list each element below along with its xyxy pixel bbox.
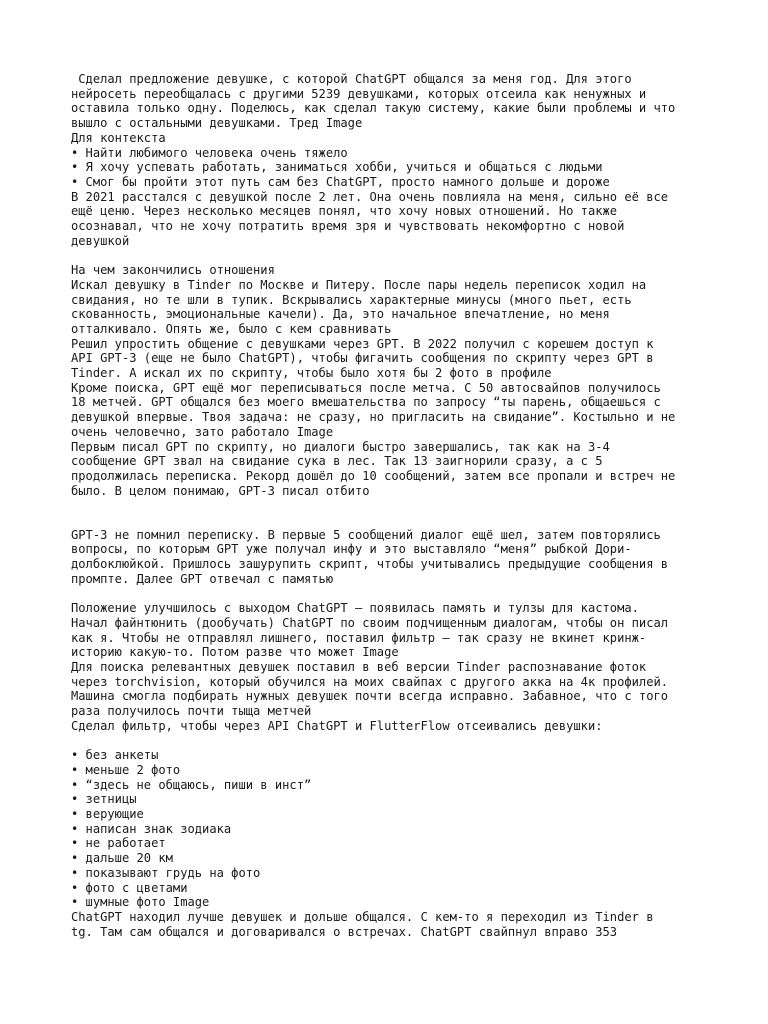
text-line: • фото с цветами (71, 880, 188, 895)
blank-line (71, 734, 711, 749)
text-line: • зетницы (71, 792, 137, 807)
text-line: ещё ценю. Через несколько месяцев понял, что хочу новых отношений. Но также (71, 204, 618, 219)
text-line: • не работает (71, 836, 166, 851)
text-line: через torchvision, который обучился на моих свайпах с другого акка на 4к профилей. (71, 674, 669, 689)
text-line: долбоклюйкой. Пришлось зашурупить скрипт, чтобы учитывались предыдущие сообщения в (71, 557, 669, 572)
text-line: • меньше 2 фото (71, 762, 181, 777)
text-line: ChatGPT находил лучше девушек и дольше общался. С кем-то я переходил из Tinder в (71, 910, 654, 924)
text-line: Решил упростить общение с девушками через GPT. В 2022 получил с корешем доступ к (71, 336, 654, 351)
text-line: оставила только одну. Поделюсь, как сделал такую систему, какие были проблемы и что (71, 101, 676, 116)
text-line: нейросеть переобщалась с другими 5239 девушками, которых отсеила как ненужных и (71, 86, 647, 101)
text-line: продолжилась переписка. Рекорд дошёл до 10 сообщений, затем все пропали и встреч не (71, 468, 676, 483)
text-line: Сделал фильтр, чтобы через API ChatGPT и FlutterFlow отсеивались девушки: (71, 718, 603, 733)
text-line: очень человечно, зато работало Image (71, 424, 334, 439)
text-line: Для контекста (71, 130, 166, 145)
text-line: tg. Там сам общался и договаривался о встречах. ChatGPT свайпнул вправо 353 (71, 924, 618, 939)
text-line: • без анкеты (71, 748, 159, 763)
text-line: свидания, но те шли в тупик. Вскрывались характерные минусы (много пьет, есть (71, 292, 632, 307)
text-line: • “здесь не общаюсь, пиши в инст” (71, 777, 312, 792)
text-line: Начал файнтюнить (дообучать) ChatGPT по своим подчищенным диалогам, чтобы он писал (71, 615, 669, 630)
text-line: вышло с остальными девушками. Тред Image (71, 116, 363, 131)
text-line: • верующие (71, 807, 144, 822)
text-line: На чем закончились отношения (71, 263, 275, 278)
text-line: • показывают грудь на фото (71, 865, 261, 880)
text-line: Tinder. А искал их по скрипту, чтобы было хотя бы 2 фото в профиле (71, 366, 552, 381)
text-line: как я. Чтобы не отправлял лишнего, поставил фильтр — так сразу не вкинет кринж- (71, 630, 647, 645)
text-line: • Смог бы пройти этот путь сам без ChatGPT, просто намного дольше и дороже (71, 174, 610, 189)
text-line: В 2021 расстался с девушкой после 2 лет. Она очень повлияла на меня, сильно её все (71, 189, 669, 204)
text-line: • Найти любимого человека очень тяжело (71, 145, 348, 160)
text-line: Положение улучшилось с выходом ChatGPT — появилась память и тулзы для кастома. (71, 601, 639, 616)
text-line: сообщение GPT звал на свидание сука в лес. Так 13 заигнорили сразу, а с 5 (71, 454, 603, 469)
text-line: • написан знак зодиака (71, 821, 232, 836)
text-line: API GPT-3 (еще не было ChatGPT), чтобы фигачить сообщения по скрипту через GPT в (71, 351, 654, 366)
text-line: отталкивало. Опять же, было с кем сравнивать (71, 321, 392, 336)
text-line: Для поиска релевантных девушек поставил в веб версии Tinder распознавание фоток (71, 660, 647, 675)
text-line: было. В целом понимаю, GPT-3 писал отбито (71, 483, 370, 498)
text-line: промпте. Далее GPT отвечал с памятью (71, 571, 334, 586)
blank-line (71, 587, 711, 602)
text-line: девушкой впервые. Твоя задача: не сразу, но пригласить на свидание”. Костыльно и не (71, 410, 676, 425)
text-line: историю какую-то. Потом разве что может Image (71, 645, 399, 660)
text-line: Машина смогла подбирать нужных девушек почти всегда исправно. Забавное, что с того (71, 689, 669, 704)
blank-line (71, 248, 711, 263)
text-line: • дальше 20 км (71, 851, 173, 866)
text-line: GPT-3 не помнил переписку. В первые 5 сообщений диалог ещё шел, затем повторялись (71, 527, 661, 542)
text-line: вопросы, по которым GPT уже получал инфу и это выставляло “меня” рыбкой Дори- (71, 542, 632, 557)
text-line: Первым писал GPT по скрипту, но диалоги быстро завершались, так как на 3-4 (71, 439, 610, 454)
blank-line (71, 498, 711, 513)
text-line: осознавал, что не хочу потратить время зря и чувствовать некомфортно с новой (71, 219, 625, 234)
document-body (71, 72, 711, 939)
blank-line (71, 513, 711, 528)
text-line: раза получилось почти тыща метчей (71, 704, 312, 719)
text-line: девушкой (71, 233, 130, 248)
text-line: скованность, эмоциональные качели). Да, это начальное впечатление, но меня (71, 307, 610, 322)
text-line: Искал девушку в Tinder по Москве и Питеру. После пары недель переписок ходил на (71, 277, 647, 292)
text-line: Кроме поиска, GPT ещё мог переписываться после метча. С 50 автосвайпов получилось (71, 380, 661, 395)
text-line: 18 метчей. GPT общался без моего вмешательства по запросу “ты парень, общаешься с (71, 395, 661, 410)
text-line: Сделал предложение девушке, с которой ChatGPT общался за меня год. Для этого (71, 72, 632, 86)
text-line: • Я хочу успевать работать, заниматься хобби, учиться и общаться с людьми (71, 160, 603, 175)
text-line: • шумные фото Image (71, 895, 210, 910)
